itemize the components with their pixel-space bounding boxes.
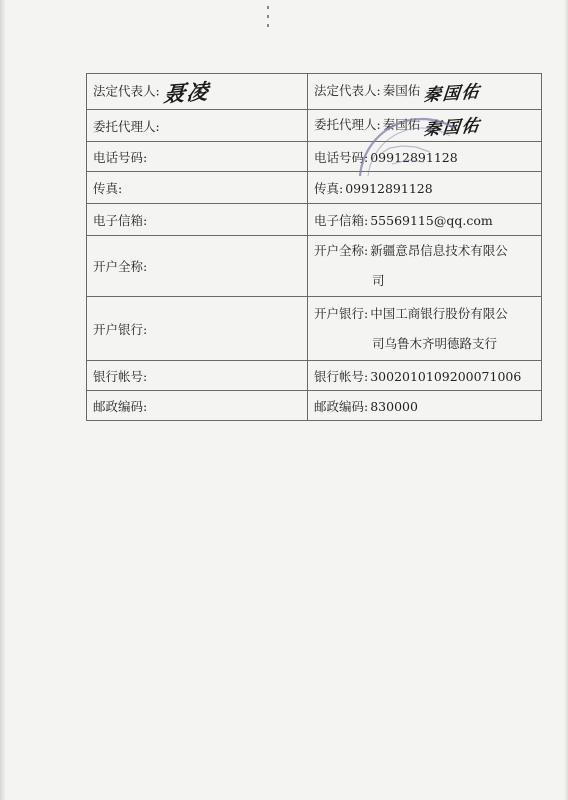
left-fax-cell	[87, 172, 308, 204]
left-phone-label: 电话号码:	[93, 149, 148, 165]
right-agent-value: 秦国佑	[382, 117, 421, 132]
left-account-no-label: 银行帐号:	[93, 368, 148, 384]
right-agent-label: 委托代理人:	[314, 117, 381, 132]
left-postcode-label: 邮政编码:	[93, 398, 148, 414]
right-email-label: 电子信箱:	[314, 212, 369, 228]
contact-info-table	[86, 73, 542, 421]
right-legal-rep-cell	[308, 74, 542, 110]
left-legal-rep-cell	[87, 74, 308, 110]
binding-marks	[266, 6, 270, 30]
table-row-postcode	[87, 391, 542, 421]
left-bank-cell	[87, 297, 308, 361]
right-account-name-cell	[308, 236, 542, 297]
left-legal-rep-signature: 聂凌	[162, 77, 211, 107]
right-account-no-label: 银行帐号:	[314, 368, 369, 384]
right-account-name-value: 新疆意昂信息技术有限公	[370, 243, 508, 258]
right-account-name-value-line2: 司	[372, 273, 385, 288]
right-fax-value: 09912891128	[345, 180, 433, 196]
left-agent-label: 委托代理人:	[93, 118, 160, 134]
right-bank-label: 开户银行:	[314, 305, 369, 321]
right-legal-rep-label: 法定代表人:	[314, 83, 381, 98]
table-row-bank	[87, 297, 542, 361]
table-row-account-no	[87, 361, 542, 391]
table-row-email	[87, 204, 542, 236]
left-fax-label: 传真:	[93, 180, 123, 196]
right-legal-rep-value: 秦国佑	[382, 83, 421, 98]
right-postcode-cell	[308, 391, 542, 421]
left-postcode-cell	[87, 391, 308, 421]
left-phone-cell	[87, 142, 308, 172]
right-phone-label: 电话号码:	[314, 149, 369, 165]
left-account-name-cell	[87, 236, 308, 297]
right-postcode-value: 830000	[370, 398, 418, 414]
right-account-no-cell	[308, 361, 542, 391]
right-account-no-value: 3002010109200071006	[370, 368, 522, 384]
left-account-no-cell	[87, 361, 308, 391]
right-phone-cell	[308, 142, 542, 172]
right-agent-cell	[308, 110, 542, 142]
left-email-label: 电子信箱:	[93, 212, 148, 228]
right-postcode-label: 邮政编码:	[314, 398, 369, 414]
left-agent-cell	[87, 110, 308, 142]
table-row-phone	[87, 142, 542, 172]
left-legal-rep-label: 法定代表人:	[93, 83, 160, 98]
right-email-value: 55569115@qq.com	[370, 212, 493, 228]
right-email-cell	[308, 204, 542, 236]
table-row-account-name	[87, 236, 542, 297]
right-bank-value: 中国工商银行股份有限公	[370, 305, 508, 321]
table-row-fax	[87, 172, 542, 204]
left-account-name-label: 开户全称:	[93, 259, 148, 274]
right-legal-rep-signature: 秦国佑	[422, 81, 482, 107]
right-bank-cell	[308, 297, 542, 361]
right-account-name-label: 开户全称:	[314, 243, 369, 258]
table-row-agent	[87, 110, 542, 142]
right-bank-value-line2: 司乌鲁木齐明德路支行	[372, 335, 498, 351]
left-bank-label: 开户银行:	[93, 321, 148, 337]
right-agent-signature: 秦国佑	[422, 115, 482, 141]
left-email-cell	[87, 204, 308, 236]
right-fax-label: 传真:	[314, 180, 344, 196]
right-fax-cell	[308, 172, 542, 204]
table-row-legal-rep	[87, 74, 542, 110]
page-edge-right	[564, 0, 568, 800]
page-edge-left	[0, 0, 6, 800]
right-phone-value: 09912891128	[370, 149, 458, 165]
